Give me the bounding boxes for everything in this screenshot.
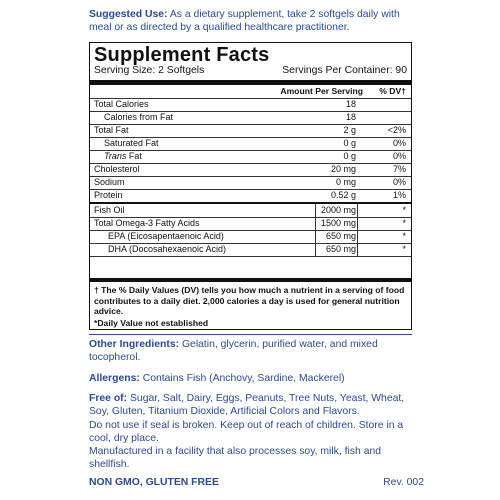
nutrient-name: Saturated Fat <box>104 138 159 148</box>
facts-row <box>90 230 411 244</box>
other-ingredients-text: Gelatin, glycerin, purified water, and mixed tocopherol. <box>89 339 378 363</box>
header-amount: Amount Per Serving <box>280 86 363 96</box>
column-divider <box>315 243 316 256</box>
nutrient-name: Fish Oil <box>94 205 125 215</box>
nutrient-name: Sodium <box>94 177 125 187</box>
facts-row <box>90 98 411 112</box>
allergens-label: Allergens: <box>89 373 140 384</box>
column-divider <box>357 204 358 217</box>
nutrient-dv: <2% <box>387 125 406 135</box>
nutrient-amount: 650 mg <box>325 231 356 241</box>
nutrient-amount: 18 <box>345 99 356 109</box>
facts-row <box>90 111 411 125</box>
nutrient-name: DHA (Docosahexaenoic Acid) <box>108 244 227 254</box>
nutrient-amount: 0.52 g <box>330 190 356 200</box>
suggested-use <box>89 8 419 34</box>
nutrient-dv: 1% <box>392 190 406 200</box>
nutrient-name: Cholesterol <box>94 164 140 174</box>
nutrient-dv: * <box>402 205 406 215</box>
nutrient-amount: 20 mg <box>330 164 356 174</box>
column-divider <box>357 230 358 243</box>
nutrient-name: Trans Fat <box>104 151 142 161</box>
facts-header-row <box>90 85 411 99</box>
facts-row <box>90 163 411 177</box>
section-divider <box>89 334 412 335</box>
nutrient-dv: 7% <box>392 164 406 174</box>
nutrient-amount: 2000 mg <box>320 205 356 215</box>
facts-row <box>90 124 411 138</box>
nutrient-amount: 0 g <box>343 138 356 148</box>
facts-row <box>90 137 411 151</box>
serving-size: Serving Size: 2 Softgels <box>94 65 205 76</box>
facts-row <box>90 189 411 204</box>
nutrient-dv: 0% <box>392 177 406 187</box>
facts-row <box>90 176 411 190</box>
nutrient-name: Total Fat <box>94 125 129 135</box>
free-of-text: Sugar, Salt, Dairy, Eggs, Peanuts, Tree Nuts, Yeast, Wheat, Soy, Gluten, Titanium Dioxide, Artificial Colors and Flavors. <box>89 393 405 417</box>
allergens-text: Contains Fish (Anchovy, Sardine, Mackerel) <box>142 373 345 384</box>
nutrient-amount: 18 <box>345 112 356 122</box>
suggested-use-label: Suggested Use: <box>89 9 168 20</box>
facts-title: Supplement Facts <box>94 44 270 66</box>
facts-row <box>90 150 411 164</box>
nutrient-name: Protein <box>94 190 123 200</box>
warning-text: Do not use if seal is broken. Keep out of reach of children. Store in a cool, dry place. <box>89 420 404 444</box>
nutrient-name: EPA (Eicosapentaenoic Acid) <box>108 231 224 241</box>
other-ingredients <box>89 338 401 364</box>
nutrient-dv: 0% <box>392 138 406 148</box>
suggested-use-text: As a dietary supplement, take 2 softgels daily with meal or as directed by a qualified healthcare practitioner. <box>89 9 400 33</box>
nutrient-name: Total Calories <box>94 99 149 109</box>
column-divider <box>315 230 316 243</box>
servings-per-container: Servings Per Container: 90 <box>282 65 407 76</box>
nutrient-name: Total Omega-3 Fatty Acids <box>94 218 200 228</box>
facts-row <box>90 243 411 257</box>
free-of-label: Free of: <box>89 393 128 404</box>
nutrient-amount: 650 mg <box>325 244 356 254</box>
nutrient-amount: 0 mg <box>335 177 356 187</box>
claim-text: NON GMO, GLUTEN FREE <box>89 477 219 488</box>
footnote: † The % Daily Values (DV) tells you how much a nutrient in a serving of food contributes to a daily diet. 2,000 calories a day is used for general nutrition advice. <box>94 285 405 316</box>
nutrient-dv: * <box>402 244 406 254</box>
facts-row <box>90 217 411 231</box>
nutrient-amount: 0 g <box>343 151 356 161</box>
free-of <box>89 392 415 418</box>
column-divider <box>357 243 358 256</box>
header-dv: % DV† <box>379 86 406 96</box>
column-divider <box>315 204 316 217</box>
nutrient-dv: * <box>402 218 406 228</box>
thick-divider-bottom <box>90 278 411 282</box>
allergens <box>89 372 419 385</box>
nutrient-name: Calories from Fat <box>104 112 174 122</box>
nutrient-dv: * <box>402 231 406 241</box>
nutrient-amount: 1500 mg <box>320 218 356 228</box>
nutrient-dv: 0% <box>392 151 406 161</box>
facility-text: Manufactured in a facility that also processes soy, milk, fish and shellfish. <box>89 446 382 470</box>
nutrient-amount: 2 g <box>343 125 356 135</box>
other-ingredients-label: Other Ingredients: <box>89 339 180 350</box>
facts-row <box>90 204 411 218</box>
supplement-facts-panel <box>89 42 412 330</box>
revision-text: Rev. 002 <box>383 477 424 488</box>
column-divider <box>357 217 358 230</box>
footnote-dv: *Daily Value not established <box>94 318 209 328</box>
column-divider <box>315 217 316 230</box>
